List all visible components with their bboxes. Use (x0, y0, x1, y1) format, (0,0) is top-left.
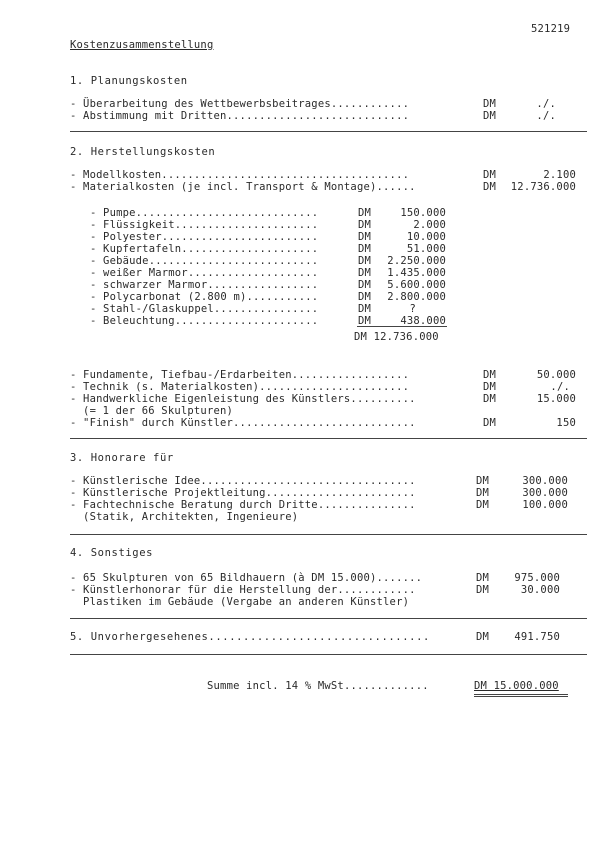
line-item-text: - Künstlerhonorar für die Herstellung der............ (70, 584, 416, 596)
line-item-currency: DM (483, 169, 497, 181)
section-divider (70, 654, 587, 655)
line-item-amount: 491.750 (514, 631, 560, 643)
summary-label: Summe incl. 14 % MwSt............. (207, 680, 429, 692)
line-item-amount: ./. (536, 110, 556, 122)
material-amount: 2.000 (413, 219, 446, 231)
line-item-amount: 975.000 (514, 572, 560, 584)
line-item-text: - Handwerkliche Eigenleistung des Künstlers.......... (70, 393, 416, 405)
line-item-amount: ./. (536, 98, 556, 110)
line-item-text: - Fachtechnische Beratung durch Dritte............... (70, 499, 416, 511)
material-currency: DM (358, 231, 372, 243)
material-item: - Kupfertafeln..................... (90, 243, 319, 255)
line-item-amount: 300.000 (522, 475, 568, 487)
summary-total: DM 15.000.000 (474, 680, 559, 692)
material-item: - Flüssigkeit...................... (90, 219, 319, 231)
material-currency: DM (358, 315, 372, 327)
material-item: - Beleuchtung...................... (90, 315, 319, 327)
material-amount: 2.250.000 (387, 255, 446, 267)
material-item: - Stahl-/Glaskuppel................ (90, 303, 319, 315)
line-item-currency: DM (483, 110, 497, 122)
material-currency: DM (358, 207, 372, 219)
line-item-amount: ./. (550, 381, 570, 393)
material-item: - Pumpe............................ (90, 207, 319, 219)
line-item-currency: DM (483, 369, 497, 381)
section-heading-honorare: 3. Honorare für (70, 452, 174, 464)
section-heading-planungskosten: 1. Planungskosten (70, 75, 188, 87)
line-item-currency: DM (483, 381, 497, 393)
section-divider (70, 438, 587, 439)
line-item-text: - Überarbeitung des Wettbewerbsbeitrages............ (70, 98, 410, 110)
material-item: - Polyester........................ (90, 231, 319, 243)
section-divider (70, 131, 587, 132)
line-item-text: - Technik (s. Materialkosten)....................... (70, 381, 410, 393)
subtotal-underline (357, 326, 447, 327)
material-amount: ? (409, 303, 416, 315)
line-item-amount: 50.000 (536, 369, 576, 381)
material-item: - weißer Marmor.................... (90, 267, 319, 279)
line-item-text: - Abstimmung mit Dritten............................ (70, 110, 410, 122)
material-currency: DM (358, 243, 372, 255)
material-item: - schwarzer Marmor................. (90, 279, 319, 291)
section-heading-sonstiges: 4. Sonstiges (70, 547, 154, 559)
line-item-note: Plastiken im Gebäude (Vergabe an anderen Künstler) (70, 596, 410, 608)
line-item-text: - "Finish" durch Künstler............................ (70, 417, 416, 429)
material-currency: DM (358, 219, 372, 231)
material-amount: 438.000 (400, 315, 446, 327)
material-currency: DM (358, 267, 372, 279)
document-number: 521219 (531, 23, 571, 35)
material-currency: DM (358, 303, 372, 315)
section-heading-herstellungskosten: 2. Herstellungskosten (70, 146, 216, 158)
line-item-amount: 300.000 (522, 487, 568, 499)
line-item-amount: 15.000 (536, 393, 576, 405)
total-double-underline (474, 694, 568, 697)
material-amount: 1.435.000 (387, 267, 446, 279)
line-item-amount: 100.000 (522, 499, 568, 511)
material-currency: DM (358, 279, 372, 291)
material-amount: 51.000 (406, 243, 446, 255)
material-amount: 2.800.000 (387, 291, 446, 303)
line-item-currency: DM (476, 499, 490, 511)
section-divider (70, 618, 587, 619)
line-item-currency: DM (476, 475, 490, 487)
section-divider (70, 534, 587, 535)
line-item-currency: DM (476, 572, 490, 584)
material-amount: 150.000 (400, 207, 446, 219)
line-item-note: (= 1 der 66 Skulpturen) (70, 405, 234, 417)
document-title: Kostenzusammenstellung (70, 39, 214, 51)
line-item-text: - Modellkosten...................................... (70, 169, 410, 181)
line-item-currency: DM (483, 98, 497, 110)
line-item-text: - Fundamente, Tiefbau-/Erdarbeiten.................. (70, 369, 410, 381)
line-item-currency: DM (483, 417, 497, 429)
line-item-amount: 2.100 (543, 169, 576, 181)
material-item: - Gebäude.......................... (90, 255, 319, 267)
material-amount: 5.600.000 (387, 279, 446, 291)
line-item-note: (Statik, Architekten, Ingenieure) (70, 511, 299, 523)
line-item-text: - 65 Skulpturen von 65 Bildhauern (à DM 15.000)....... (70, 572, 423, 584)
line-item-amount: 30.000 (520, 584, 560, 596)
line-item-currency: DM (483, 393, 497, 405)
line-item-text: - Künstlerische Idee................................. (70, 475, 416, 487)
material-currency: DM (358, 291, 372, 303)
section-heading-unvorhergesehenes: 5. Unvorhergesehenes................................ (70, 631, 430, 643)
line-item-currency: DM (483, 181, 497, 193)
line-item-amount: 12.736.000 (510, 181, 576, 193)
material-item: - Polycarbonat (2.800 m)........... (90, 291, 319, 303)
materials-subtotal: DM 12.736.000 (354, 331, 439, 343)
line-item-text: - Künstlerische Projektleitung....................... (70, 487, 416, 499)
line-item-amount: 150 (556, 417, 576, 429)
line-item-currency: DM (476, 631, 490, 643)
line-item-currency: DM (476, 487, 490, 499)
line-item-text: - Materialkosten (je incl. Transport & Montage)...... (70, 181, 416, 193)
material-amount: 10.000 (406, 231, 446, 243)
material-currency: DM (358, 255, 372, 267)
line-item-currency: DM (476, 584, 490, 596)
